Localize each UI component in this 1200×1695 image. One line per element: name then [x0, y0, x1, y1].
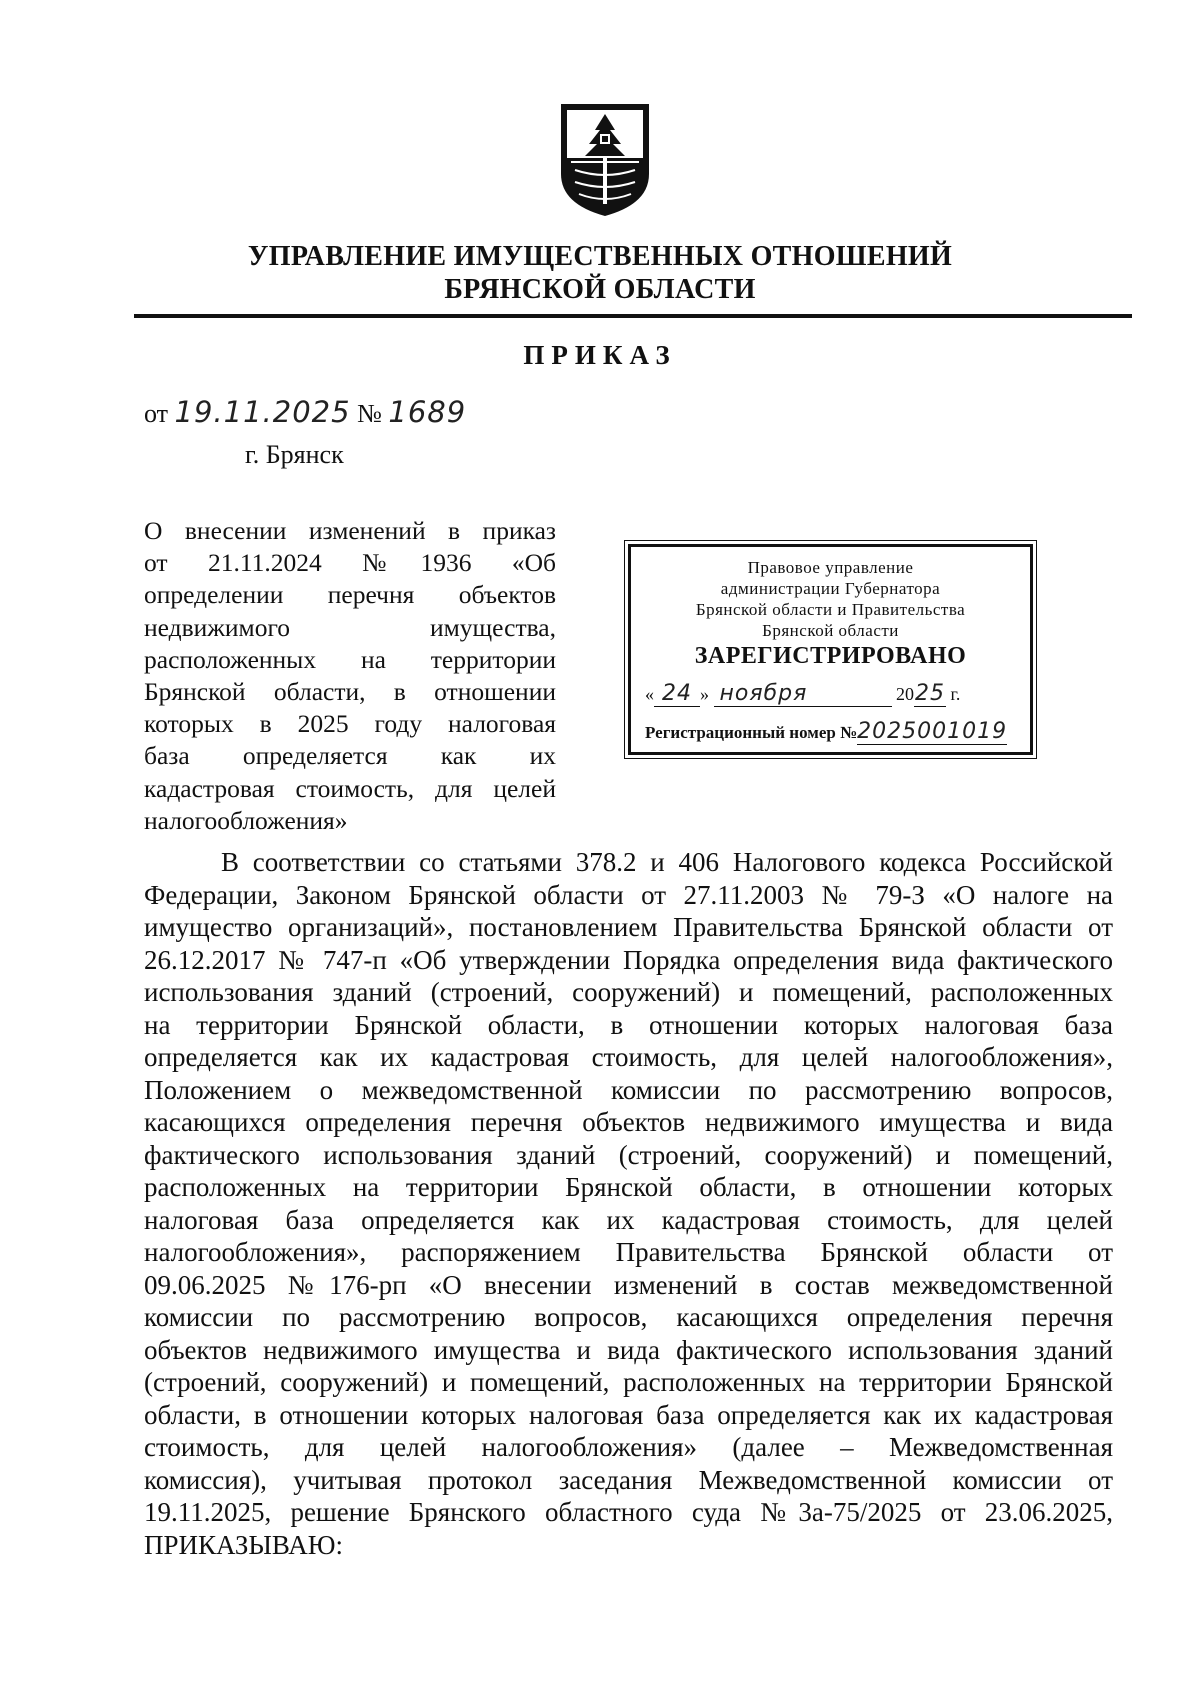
order-date-number	[144, 395, 466, 429]
subject-line: кадастровая стоимость, для целей	[144, 773, 556, 803]
subject-line: которых в 2025 году налоговая	[144, 709, 556, 739]
body-line: 09.06.2025 №176-рп «О внесении изменений в состав межведомственной	[144, 1269, 1113, 1300]
subject-line: определении перечня объектов	[144, 580, 556, 610]
subject-line: налогообложения»	[144, 805, 348, 835]
stamp-quote-close: »	[700, 684, 709, 704]
subject-line: недвижимого имущества,	[144, 612, 556, 642]
organization-title-line-1: УПРАВЛЕНИЕ ИМУЩЕСТВЕННЫХ ОТНОШЕНИЙ	[247, 241, 953, 272]
body-line: объектов недвижимого имущества и вида фактического использования зданий	[144, 1334, 1113, 1365]
order-number-label: №	[357, 399, 382, 428]
stamp-header	[631, 557, 1030, 641]
stamp-year-prefix: 20	[896, 684, 914, 704]
subject-line: от 21.11.2024 №1936 «Об	[144, 548, 556, 578]
body-line: налоговая база определяется как их кадастровая стоимость, для целей	[144, 1204, 1113, 1235]
body-line: определяется как их кадастровая стоимость, для целей налогообложения»,	[144, 1042, 1113, 1072]
body-line: 19.11.2025, решение Брянского областного суда №3а-75/2025 от 23.06.2025,	[144, 1497, 1113, 1527]
header-divider	[134, 314, 1132, 318]
stamp-registered-label: ЗАРЕГИСТРИРОВАНО	[694, 643, 967, 669]
body-line: стоимость, для целей налогообложения» (далее – Межведомственная	[144, 1432, 1113, 1462]
body-line: расположенных на территории Брянской области, в отношении которых	[144, 1172, 1113, 1202]
body-line: на территории Брянской области, в отношении которых налоговая база	[144, 1009, 1113, 1040]
registration-stamp	[628, 544, 1033, 755]
stamp-registration-number	[645, 719, 1022, 745]
body-line: В соответствии со статьями 378.2 и 406 Налогового кодекса Российской	[221, 847, 1113, 877]
order-city: г. Брянск	[245, 440, 344, 469]
order-date-handwritten: 19.11.2025	[174, 395, 351, 429]
organization-title	[120, 240, 1080, 306]
stamp-year-suffix: г.	[950, 684, 961, 704]
body-line: комиссии по рассмотрению вопросов, касающихся определения перечня	[144, 1302, 1113, 1332]
body-line: (строений, сооружений) и помещений, расположенных на территории Брянской	[144, 1367, 1113, 1397]
order-from-label: от	[144, 399, 169, 428]
subject-line: расположенных на территории	[144, 644, 556, 674]
body-line: 26.12.2017 № 747-п «Об утверждении Порядка определения вида фактического	[144, 944, 1113, 975]
stamp-reg-number-handwritten: 2025001019	[857, 719, 1008, 744]
body-line: фактического использования зданий (строений, сооружений) и помещений,	[144, 1139, 1113, 1170]
subject-line: Брянской области, в отношении	[144, 677, 556, 707]
body-line: комиссия), учитывая протокол заседания Межведомственной комиссии от	[144, 1464, 1113, 1495]
stamp-header-line: администрации Губернатора	[720, 579, 941, 598]
body-line: налогообложения», распоряжением Правительства Брянской области от	[144, 1237, 1113, 1267]
body-line: Федерации, Законом Брянской области от 27.11.2003 № 79-З «О налоге на	[144, 879, 1113, 910]
document-title: ПРИКАЗ	[523, 340, 677, 370]
stamp-year-handwritten: 25	[915, 681, 945, 706]
order-body	[144, 846, 1113, 1561]
order-subject	[144, 515, 556, 837]
body-line: ПРИКАЗЫВАЮ:	[144, 1529, 343, 1560]
subject-line: база определяется как их	[144, 741, 556, 771]
stamp-month-handwritten: ноября	[714, 681, 892, 707]
body-line: Положением о межведомственной комиссии по рассмотрению вопросов,	[144, 1074, 1113, 1105]
body-line: имущество организаций», постановлением Правительства Брянской области от	[144, 912, 1113, 942]
body-line: касающихся определения перечня объектов недвижимого имущества и вида	[144, 1107, 1113, 1137]
stamp-quote-open: «	[645, 684, 654, 704]
subject-line: О внесении изменений в приказ	[144, 516, 556, 545]
body-line: использования зданий (строений, сооружений) и помещений, расположенных	[144, 977, 1113, 1007]
stamp-header-line: Правовое управление	[747, 558, 914, 577]
stamp-day-handwritten: 24	[654, 681, 700, 707]
order-number-handwritten: 1689	[388, 395, 467, 429]
coat-of-arms-emblem	[557, 100, 653, 220]
stamp-header-line: Брянской области и Правительства	[695, 600, 966, 619]
stamp-header-line: Брянской области	[762, 621, 899, 640]
stamp-date	[645, 681, 1022, 707]
body-line: области, в отношении которых налоговая база определяется как их кадастровая	[144, 1399, 1113, 1430]
stamp-reg-label: Регистрационный номер №	[645, 723, 858, 742]
organization-title-line-2: БРЯНСКОЙ ОБЛАСТИ	[444, 274, 756, 305]
